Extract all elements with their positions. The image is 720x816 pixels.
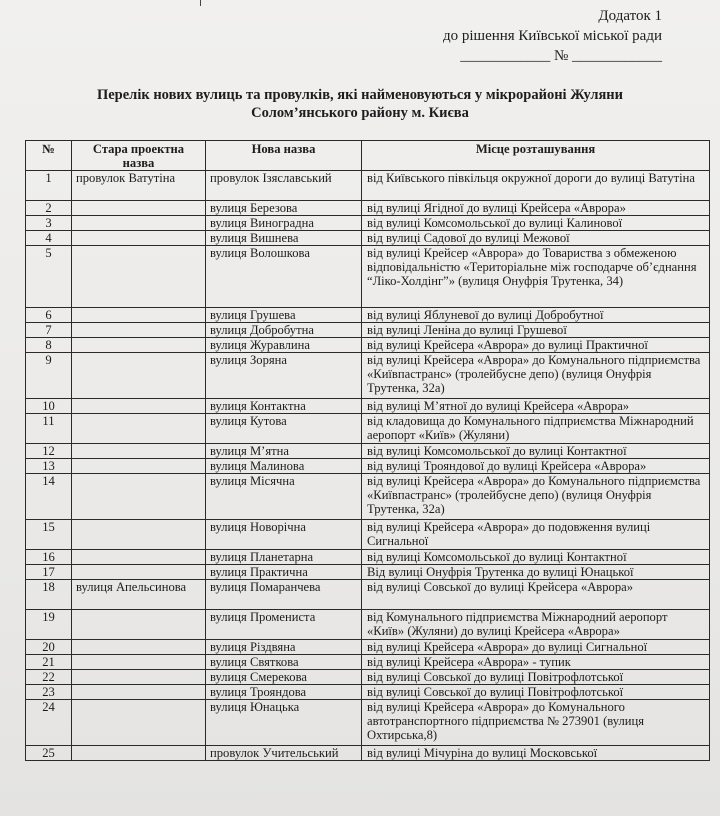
row-old-name (72, 670, 206, 685)
row-old-name (72, 610, 206, 640)
row-number: 20 (26, 640, 72, 655)
row-location: від вулиці М’ятної до вулиці Крейсера «Аврора» (362, 399, 710, 414)
row-location: від вулиці Крейсера «Аврора» до Комунального підприємства «Київпастранс» (тролейбусне депо) (вулиця Онуфрія Трутенка, 32а) (362, 474, 710, 520)
row-location: від вулиці Крейсер «Аврора» до Товариства з обмеженою відповідальністю «Територіальне між господарче об’єднання “Ліко-Холдінг”» (вулиця Онуфрія Трутенка, 34) (362, 246, 710, 308)
row-old-name (72, 399, 206, 414)
row-location: від вулиці Крейсера «Аврора» до вулиці Сигнальної (362, 640, 710, 655)
row-new-name: вулиця Помаранчева (206, 580, 362, 610)
row-number: 9 (26, 353, 72, 399)
header-location: Місце розташування (362, 141, 710, 171)
decision-number-line: ____________ № ____________ (460, 48, 662, 64)
row-old-name (72, 550, 206, 565)
table-row (26, 216, 710, 231)
row-number: 6 (26, 308, 72, 323)
row-number: 10 (26, 399, 72, 414)
table-header-row (26, 141, 710, 171)
row-location: від вулиці Комсомольської до вулиці Контактної (362, 550, 710, 565)
table-row (26, 171, 710, 201)
table-row (26, 670, 710, 685)
table-row (26, 444, 710, 459)
row-location: від вулиці Совської до вулиці Повітрофлотської (362, 670, 710, 685)
row-number: 5 (26, 246, 72, 308)
row-old-name (72, 520, 206, 550)
row-old-name (72, 565, 206, 580)
row-location: від вулиці Садової до вулиці Межової (362, 231, 710, 246)
row-location: від вулиці Мічуріна до вулиці Московської (362, 746, 710, 761)
row-location: від Київського півкільця окружної дороги до вулиці Ватутіна (362, 171, 710, 201)
appendix-label: Додаток 1 (598, 8, 662, 24)
table-row (26, 459, 710, 474)
row-number: 8 (26, 338, 72, 353)
row-old-name (72, 338, 206, 353)
row-new-name: вулиця Журавлина (206, 338, 362, 353)
row-number: 13 (26, 459, 72, 474)
row-new-name: вулиця Добробутна (206, 323, 362, 338)
row-new-name: вулиця Святкова (206, 655, 362, 670)
row-new-name: провулок Учительський (206, 746, 362, 761)
row-number: 22 (26, 670, 72, 685)
table-row (26, 323, 710, 338)
table-row (26, 474, 710, 520)
page-mark (200, 0, 201, 6)
row-number: 18 (26, 580, 72, 610)
table-row (26, 520, 710, 550)
row-number: 12 (26, 444, 72, 459)
row-number: 14 (26, 474, 72, 520)
row-old-name (72, 246, 206, 308)
table-body (26, 171, 710, 761)
row-new-name: вулиця Промениста (206, 610, 362, 640)
row-old-name (72, 444, 206, 459)
table-row (26, 610, 710, 640)
row-old-name (72, 353, 206, 399)
row-number: 21 (26, 655, 72, 670)
row-number: 16 (26, 550, 72, 565)
row-number: 4 (26, 231, 72, 246)
table-row (26, 700, 710, 746)
row-new-name: вулиця Контактна (206, 399, 362, 414)
table-row (26, 685, 710, 700)
row-new-name: вулиця Смерекова (206, 670, 362, 685)
row-old-name (72, 700, 206, 746)
row-number: 17 (26, 565, 72, 580)
row-location: від кладовища до Комунального підприємства Міжнародний аеропорт «Київ» (Жуляни) (362, 414, 710, 444)
row-new-name: вулиця Практична (206, 565, 362, 580)
row-new-name: вулиця Кутова (206, 414, 362, 444)
row-location: від вулиці Крейсера «Аврора» - тупик (362, 655, 710, 670)
row-old-name (72, 201, 206, 216)
row-new-name: вулиця Юнацька (206, 700, 362, 746)
header-number: № (26, 141, 72, 171)
row-new-name: вулиця Новорічна (206, 520, 362, 550)
row-old-name: вулиця Апельсинова (72, 580, 206, 610)
table-row (26, 246, 710, 308)
row-new-name: вулиця Планетарна (206, 550, 362, 565)
table-row (26, 655, 710, 670)
row-location: від вулиці Крейсера «Аврора» до подовження вулиці Сигнальної (362, 520, 710, 550)
table-row (26, 338, 710, 353)
table-row (26, 308, 710, 323)
row-old-name (72, 414, 206, 444)
table-row (26, 746, 710, 761)
row-location: від вулиці Ягідної до вулиці Крейсера «Аврора» (362, 201, 710, 216)
document-title (0, 86, 720, 122)
row-old-name (72, 640, 206, 655)
row-new-name: вулиця Різдвяна (206, 640, 362, 655)
row-number: 25 (26, 746, 72, 761)
title-line-2: Солом’янського району м. Києва (251, 105, 469, 121)
row-old-name (72, 308, 206, 323)
header-new-name: Нова назва (206, 141, 362, 171)
table-row (26, 640, 710, 655)
row-new-name: вулиця Місячна (206, 474, 362, 520)
row-number: 24 (26, 700, 72, 746)
row-new-name: вулиця М’ятна (206, 444, 362, 459)
row-old-name (72, 323, 206, 338)
table-row (26, 201, 710, 216)
table-row (26, 414, 710, 444)
row-number: 15 (26, 520, 72, 550)
row-location: від Комунального підприємства Міжнародний аеропорт «Київ» (Жуляни) до вулиці Крейсера «Аврора» (362, 610, 710, 640)
title-line-1: Перелік нових вулиць та провулків, які найменовуються у мікрорайоні Жуляни (96, 87, 624, 103)
row-number: 2 (26, 201, 72, 216)
row-old-name (72, 474, 206, 520)
row-location: від вулиці Совської до вулиці Повітрофлотської (362, 685, 710, 700)
table-row (26, 231, 710, 246)
row-old-name (72, 231, 206, 246)
row-number: 3 (26, 216, 72, 231)
row-new-name: провулок Ізяславський (206, 171, 362, 201)
row-location: від вулиці Яблуневої до вулиці Добробутної (362, 308, 710, 323)
row-location: від вулиці Крейсера «Аврора» до вулиці Практичної (362, 338, 710, 353)
streets-table (25, 140, 710, 761)
row-location: від вулиці Комсомольської до вулиці Калинової (362, 216, 710, 231)
document-header (443, 6, 662, 66)
row-new-name: вулиця Березова (206, 201, 362, 216)
row-location: від вулиці Леніна до вулиці Грушевої (362, 323, 710, 338)
row-old-name (72, 216, 206, 231)
row-new-name: вулиця Вишнева (206, 231, 362, 246)
row-number: 7 (26, 323, 72, 338)
row-number: 23 (26, 685, 72, 700)
table-row (26, 565, 710, 580)
row-location: від вулиці Комсомольської до вулиці Контактної (362, 444, 710, 459)
row-number: 11 (26, 414, 72, 444)
table-row (26, 580, 710, 610)
row-old-name (72, 746, 206, 761)
row-old-name: провулок Ватутіна (72, 171, 206, 201)
row-number: 19 (26, 610, 72, 640)
table-row (26, 353, 710, 399)
row-new-name: вулиця Зоряна (206, 353, 362, 399)
row-new-name: вулиця Трояндова (206, 685, 362, 700)
row-location: від вулиці Крейсера «Аврора» до Комунального підприємства «Київпастранс» (тролейбусне депо) (вулиця Онуфрія Трутенка, 32а) (362, 353, 710, 399)
header-old-name: Стара проектна назва (72, 141, 206, 171)
row-location: від вулиці Трояндової до вулиці Крейсера «Аврора» (362, 459, 710, 474)
row-new-name: вулиця Виноградна (206, 216, 362, 231)
row-new-name: вулиця Волошкова (206, 246, 362, 308)
row-new-name: вулиця Грушева (206, 308, 362, 323)
row-new-name: вулиця Малинова (206, 459, 362, 474)
table-row (26, 550, 710, 565)
table-row (26, 399, 710, 414)
row-old-name (72, 459, 206, 474)
row-location: Від вулиці Онуфрія Трутенка до вулиці Юнацької (362, 565, 710, 580)
row-location: від вулиці Крейсера «Аврора» до Комунального автотранспортного підприємства № 273901 (вулиця Охтирська,8) (362, 700, 710, 746)
decision-label: до рішення Київської міської ради (442, 28, 662, 44)
row-old-name (72, 655, 206, 670)
row-location: від вулиці Совської до вулиці Крейсера «Аврора» (362, 580, 710, 610)
row-number: 1 (26, 171, 72, 201)
row-old-name (72, 685, 206, 700)
